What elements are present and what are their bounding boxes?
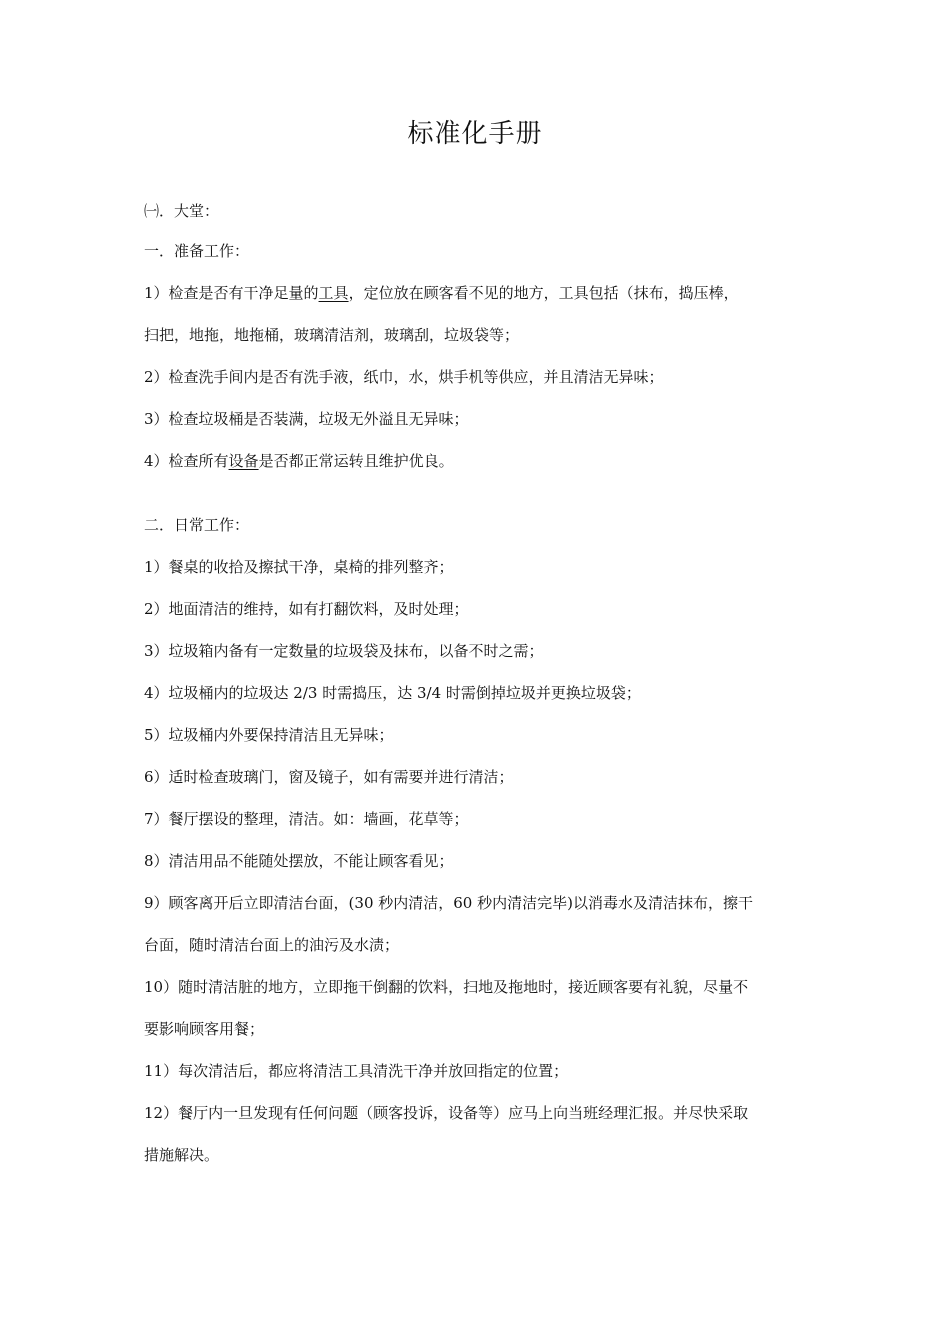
daily-item-2: 2）地面清洁的维持，如有打翻饮料，及时处理； <box>144 600 469 618</box>
daily-item-12: 12）餐厅内一旦发现有任何问题（顾客投诉，设备等）应马上向当班经理汇报。并尽快采取 <box>144 1104 749 1122</box>
daily-item-9: 9）顾客离开后立即清洁台面，(30 秒内清洁，60 秒内清洁完毕)以消毒水及清洁抹布，擦干 <box>144 894 753 912</box>
prep-heading: 一．准备工作： <box>144 242 250 260</box>
daily-item-11: 11）每次清洁后，都应将清洁工具清洗干净并放回指定的位置； <box>144 1062 569 1080</box>
daily-item-7: 7）餐厅摆设的整理，清洁。如：墙画，花草等； <box>144 810 469 828</box>
prep-item-1-continued: 扫把，地拖，地拖桶，玻璃清洁剂，玻璃刮，垃圾袋等； <box>144 326 520 344</box>
prep-item-1 <box>144 283 816 303</box>
daily-item-12-continued: 措施解决。 <box>144 1146 220 1164</box>
prep-item-4-text-b: 是否都正常运转且维护优良。 <box>258 452 454 470</box>
document-title: 标准化手册 <box>407 119 543 149</box>
daily-item-10-continued: 要影响顾客用餐； <box>144 1020 265 1038</box>
daily-item-1: 1）餐桌的收拾及擦拭干净，桌椅的排列整齐； <box>144 558 454 576</box>
daily-item-5: 5）垃圾桶内外要保持清洁且无异味； <box>144 726 394 744</box>
daily-item-10: 10）随时清洁脏的地方，立即拖干倒翻的饮料，扫地及拖地时，接近顾客要有礼貌，尽量不 <box>144 978 749 996</box>
prep-item-4 <box>144 451 816 471</box>
daily-heading: 二．日常工作： <box>144 516 250 534</box>
prep-item-1-text-b: ，定位放在顾客看不见的地方，工具包括（抹布，捣压棒， <box>348 284 739 302</box>
tools-link[interactable]: 工具 <box>318 284 349 302</box>
prep-item-1-text-a: 1）检查是否有干净足量的 <box>144 284 319 302</box>
prep-item-3: 3）检查垃圾桶是否装满，垃圾无外溢且无异味； <box>144 410 469 428</box>
daily-item-3: 3）垃圾箱内备有一定数量的垃圾袋及抹布，以备不时之需； <box>144 642 544 660</box>
daily-item-6: 6）适时检查玻璃门，窗及镜子，如有需要并进行清洁； <box>144 768 514 786</box>
section-heading-lobby: ㈠．大堂： <box>144 202 220 220</box>
daily-item-8: 8）清洁用品不能随处摆放，不能让顾客看见； <box>144 852 454 870</box>
prep-item-2: 2）检查洗手间内是否有洗手液，纸巾，水，烘手机等供应，并且清洁无异味； <box>144 368 664 386</box>
equipment-link[interactable]: 设备 <box>228 452 259 470</box>
prep-item-4-text-a: 4）检查所有 <box>144 452 229 470</box>
daily-item-9-continued: 台面，随时清洁台面上的油污及水渍； <box>144 936 400 954</box>
daily-item-4: 4）垃圾桶内的垃圾达 2/3 时需捣压，达 3/4 时需倒掉垃圾并更换垃圾袋； <box>144 684 641 702</box>
